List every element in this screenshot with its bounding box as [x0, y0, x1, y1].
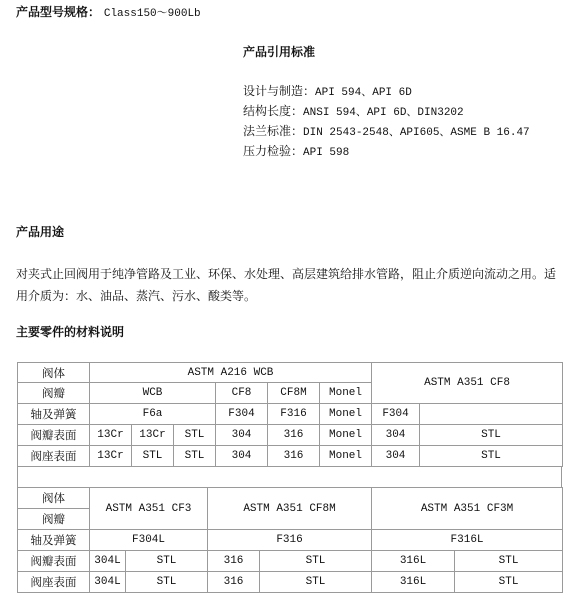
standard-label: 法兰标准： — [243, 124, 304, 138]
row-label-shaft: 轴及弹簧 — [18, 530, 90, 551]
material-cell: STL — [260, 551, 372, 572]
material-cell: F316 — [208, 530, 372, 551]
standard-value: API 598 — [303, 147, 350, 159]
row-label-disc-face: 阀瓣表面 — [18, 425, 90, 446]
material-cell: STL — [455, 551, 563, 572]
material-cell: STL — [420, 446, 563, 467]
material-cell: 316L — [372, 572, 455, 593]
material-cell: 304L — [90, 551, 126, 572]
usage-text: 对夹式止回阀用于纯净管路及工业、环保、水处理、高层建筑给排水管路，阻止介质逆向流动之用。适用介质为：水、油品、蒸汽、污水、酸类等。 — [16, 267, 557, 303]
usage-title: 产品用途 — [16, 225, 65, 239]
material-cell: STL — [420, 425, 563, 446]
row-label-disc-face: 阀瓣表面 — [18, 551, 90, 572]
material-cell: Monel — [320, 446, 372, 467]
standard-line-flange — [243, 122, 530, 139]
material-cell: STL — [126, 572, 208, 593]
standard-line-design — [243, 82, 412, 99]
row-label-disc: 阀瓣 — [18, 383, 90, 404]
material-cell: F304 — [216, 404, 268, 425]
table-row — [18, 530, 563, 551]
material-cell: 13Cr — [90, 425, 132, 446]
standard-value: DIN 2543-2548、API605、ASME B 16.47 — [303, 127, 530, 139]
material-cell: F304L — [90, 530, 208, 551]
material-cell: ASTM A351 CF8M — [208, 488, 372, 530]
row-label-seat-face: 阀座表面 — [18, 572, 90, 593]
material-cell: 316 — [208, 551, 260, 572]
material-cell: Monel — [320, 425, 372, 446]
material-cell: ASTM A351 CF8 — [372, 363, 563, 404]
material-cell: 304 — [372, 446, 420, 467]
model-spec — [16, 3, 201, 20]
model-spec-value: Class150～900Lb — [103, 8, 201, 20]
materials-title: 主要零件的材料说明 — [16, 325, 125, 339]
material-cell: CF8 — [216, 383, 268, 404]
material-cell: ASTM A216 WCB — [90, 363, 372, 383]
material-cell: 304 — [216, 446, 268, 467]
material-cell: CF8M — [268, 383, 320, 404]
material-cell: STL — [126, 551, 208, 572]
material-cell: F6a — [90, 404, 216, 425]
material-cell: STL — [174, 425, 216, 446]
material-cell — [420, 404, 563, 425]
table-divider — [17, 467, 562, 487]
material-cell: 316 — [208, 572, 260, 593]
row-label-body: 阀体 — [18, 363, 90, 383]
table-row — [18, 488, 563, 509]
material-cell: F316L — [372, 530, 563, 551]
standard-value: API 594、API 6D — [315, 87, 412, 99]
material-cell: 304 — [216, 425, 268, 446]
standard-label: 压力检验： — [243, 144, 304, 158]
standards-title: 产品引用标准 — [243, 45, 316, 59]
table-row — [18, 446, 563, 467]
material-cell: 13Cr — [132, 425, 174, 446]
standard-line-length — [243, 102, 464, 119]
materials-table-2 — [17, 487, 563, 593]
material-cell: ASTM A351 CF3M — [372, 488, 563, 530]
material-cell: Monel — [320, 383, 372, 404]
material-cell: F304 — [372, 404, 420, 425]
material-cell: STL — [132, 446, 174, 467]
row-label-seat-face: 阀座表面 — [18, 446, 90, 467]
material-cell: 13Cr — [90, 446, 132, 467]
standard-value: ANSI 594、API 6D、DIN3202 — [303, 107, 464, 119]
material-cell: 304L — [90, 572, 126, 593]
material-cell: 316L — [372, 551, 455, 572]
material-cell: STL — [455, 572, 563, 593]
standard-label: 结构长度： — [243, 104, 304, 118]
row-label-shaft: 轴及弹簧 — [18, 404, 90, 425]
table-row — [18, 404, 563, 425]
material-cell: WCB — [90, 383, 216, 404]
material-cell: F316 — [268, 404, 320, 425]
table-row — [18, 363, 563, 383]
row-label-body: 阀体 — [18, 488, 90, 509]
material-cell: 304 — [372, 425, 420, 446]
material-cell: 316 — [268, 425, 320, 446]
table-row — [18, 551, 563, 572]
table-row — [18, 425, 563, 446]
table-row — [18, 572, 563, 593]
material-cell: STL — [174, 446, 216, 467]
materials-table-1 — [17, 362, 563, 467]
model-spec-label: 产品型号规格： — [16, 5, 101, 19]
standard-label: 设计与制造： — [243, 84, 316, 98]
standard-line-pressure — [243, 142, 349, 159]
material-cell: Monel — [320, 404, 372, 425]
row-label-disc: 阀瓣 — [18, 509, 90, 530]
material-cell: 316 — [268, 446, 320, 467]
material-cell: ASTM A351 CF3 — [90, 488, 208, 530]
material-cell: STL — [260, 572, 372, 593]
